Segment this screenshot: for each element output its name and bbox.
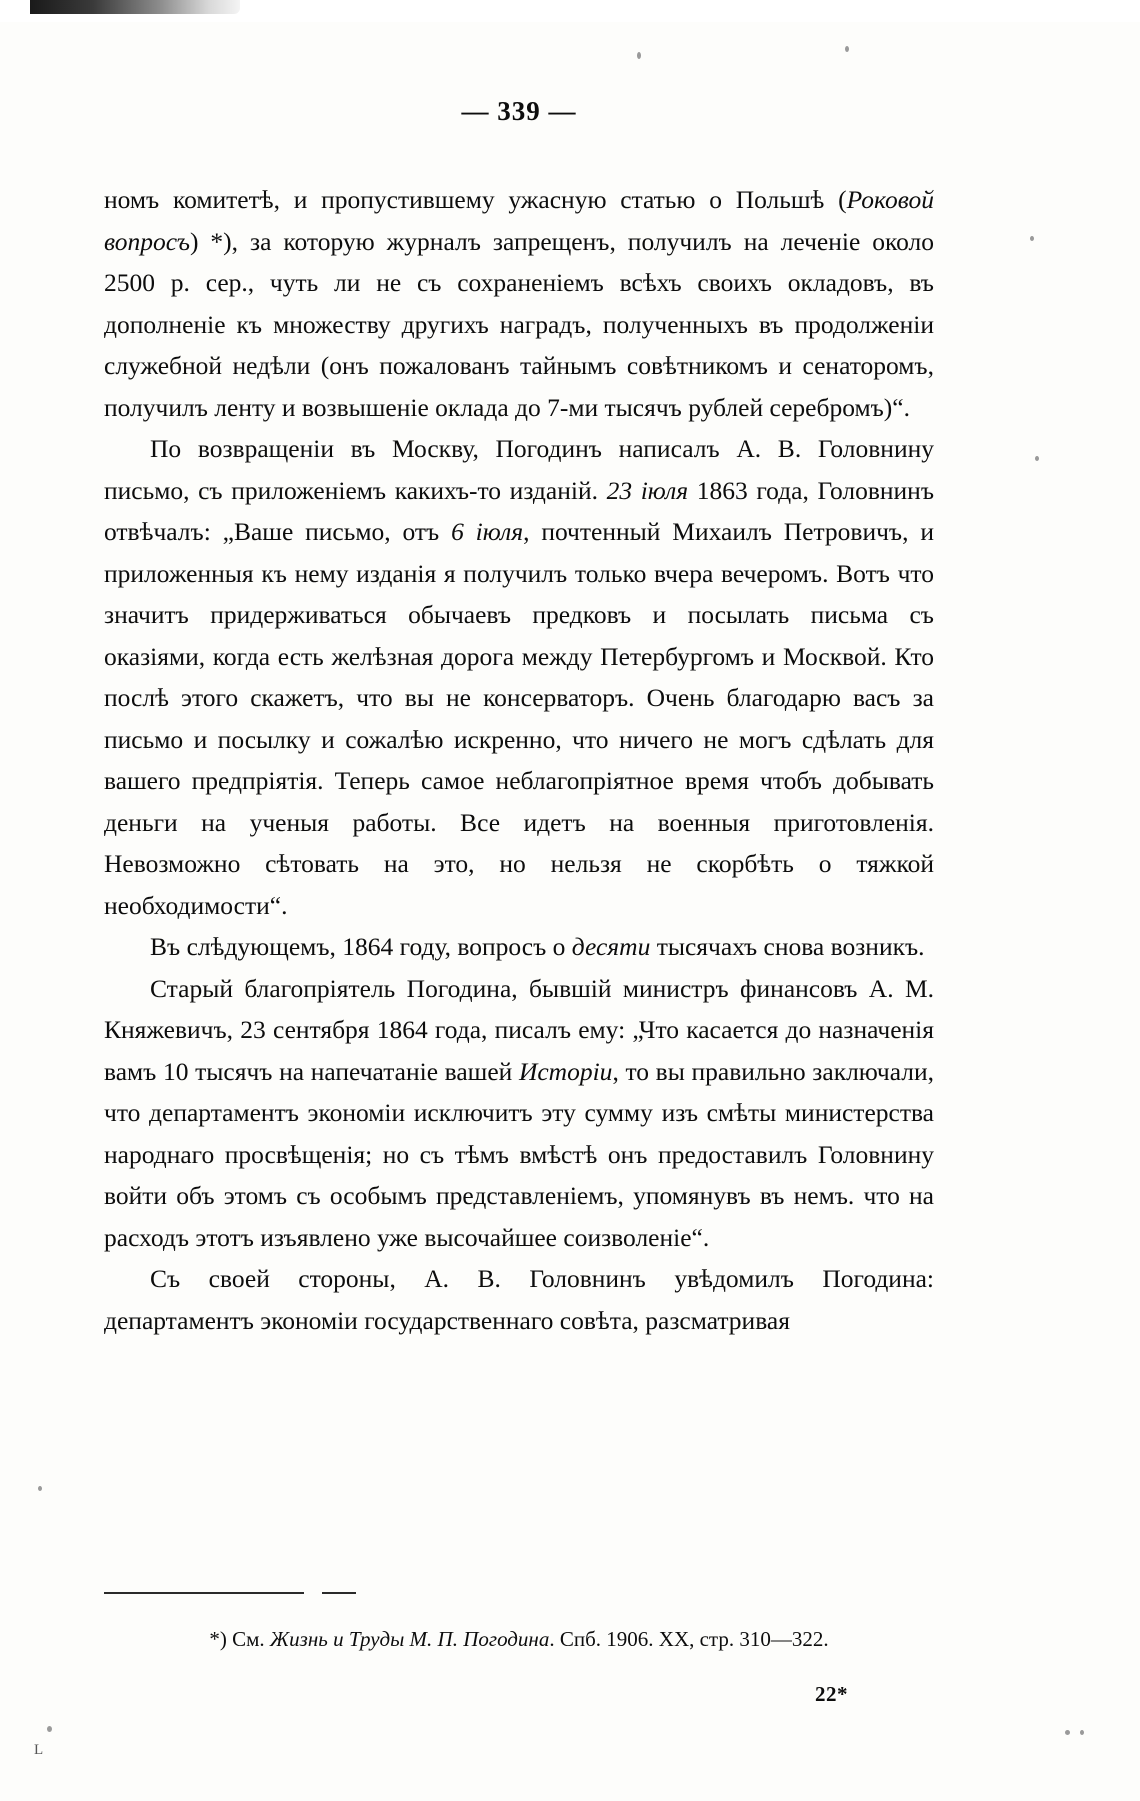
text-run: ) *), за которую журналъ запрещенъ, получилъ на леченіе около 2500 р. сер., чуть ли не съ сохраненіемъ всѣхъ своихъ окладовъ, въ дополненіе къ множеству другихъ наградъ, полученныхъ въ продолженіи служебной недѣли (онъ пожалованъ тайнымъ совѣтникомъ и сенаторомъ, получилъ ленту и возвышеніе оклада до 7-ми тысячъ рублей серебромъ)“. (104, 226, 934, 422)
paragraph (104, 926, 934, 968)
italic-run: десяти (571, 932, 651, 961)
footnote-separator-rule-secondary (322, 1592, 356, 1594)
text-run: По возвращеніи въ Москву, Погодинъ написалъ А. В. Головнину письмо, съ приложеніемъ какихъ-то изданій. (104, 434, 934, 505)
scan-speck (845, 46, 849, 52)
paragraph (104, 179, 934, 428)
scan-speck (38, 1486, 42, 1491)
text-run: 1863 года, Головнинъ отвѣчалъ: „Ваше письмо, отъ (104, 475, 934, 546)
text-run: . Спб. 1906. XX, стр. 310—322. (549, 1627, 829, 1651)
page-number: — 339 — (461, 96, 577, 126)
footnote-text (104, 1624, 934, 1654)
paragraph (104, 968, 934, 1259)
italic-run: Исторіи (518, 1056, 613, 1086)
paragraph (104, 428, 934, 926)
scan-speck (1065, 1730, 1070, 1735)
text-run: Старый благопріятель Погодина, бывшій министръ финансовъ А. М. Княжевичъ, 23 сентября 1864 года, писалъ ему: „Что касается до назначенія вамъ 10 тысячъ на напечатаніе вашей (104, 973, 934, 1086)
paragraph (104, 1258, 934, 1341)
italic-run: Жизнь и Труды М. П. Погодина (269, 1627, 550, 1651)
body-text-block (104, 179, 934, 1341)
italic-run: 23 іюля (606, 475, 689, 505)
footnote-separator-rule (104, 1592, 304, 1594)
text-run: , то вы правильно заключали, что департаментъ экономіи исключитъ эту сумму изъ смѣты министерства народнаго просвѣщенія; но съ тѣмъ вмѣстѣ онъ предоставилъ Головнину войти объ этомъ съ особымъ представленіемъ, упомянувъ въ немъ. что на расходъ этотъ изъявлено уже высочайшее соизволеніе“. (104, 1056, 934, 1252)
scan-speck (637, 52, 641, 59)
scan-speck (47, 1726, 52, 1732)
scan-artifact-smudge (30, 0, 240, 14)
text-run: номъ комитет (104, 185, 260, 214)
scan-speck (1035, 456, 1039, 461)
signature-mark: 22* (815, 1682, 848, 1706)
text-run: , и пропустившему ужасную статью о Польш (273, 185, 811, 214)
text-run: ( (824, 185, 847, 214)
text-run: ѣ (259, 185, 274, 214)
italic-run: 6 іюля (451, 517, 524, 546)
text-run: ѣ (810, 185, 825, 214)
scan-edge-mark: L (34, 1742, 44, 1758)
text-run: тысячахъ снова возникъ. (650, 932, 925, 961)
scan-speck (1030, 236, 1034, 241)
italic-run: Роковой вопросъ (104, 185, 934, 256)
text-run: , почтенный Михаилъ Петровичъ, и приложенныя къ нему изданія я получилъ только вчера вечеромъ. Вотъ что значитъ придерживаться обычаевъ предковъ и посылать письма съ оказіями, когда есть желѣзная дорога между Петербургомъ и Москвой. Кто послѣ этого скажетъ, что вы не консерваторъ. Очень благодарю васъ за письмо и посылку и сожалѣю искренно, что ничего не могъ сдѣлать для вашего предпріятія. Теперь самое неблагопріятное время чтобъ добывать деньги на ученыя работы. Все идетъ на военныя приготовленія. Невозможно сѣтовать на это, но нельзя не скорбѣть о тяжкой необходимости“. (104, 517, 934, 920)
scan-speck (1080, 1730, 1084, 1735)
text-run: Съ своей стороны, А. В. Головнинъ увѣдомилъ Погодина: департаментъ экономіи государственнаго совѣта, разсматривая (104, 1264, 934, 1335)
text-run: Въ слѣдующемъ, 1864 году, вопросъ о (150, 932, 572, 961)
text-run: *) См. (209, 1627, 270, 1651)
footnote-area (104, 1592, 934, 1707)
page-body (104, 96, 934, 1341)
